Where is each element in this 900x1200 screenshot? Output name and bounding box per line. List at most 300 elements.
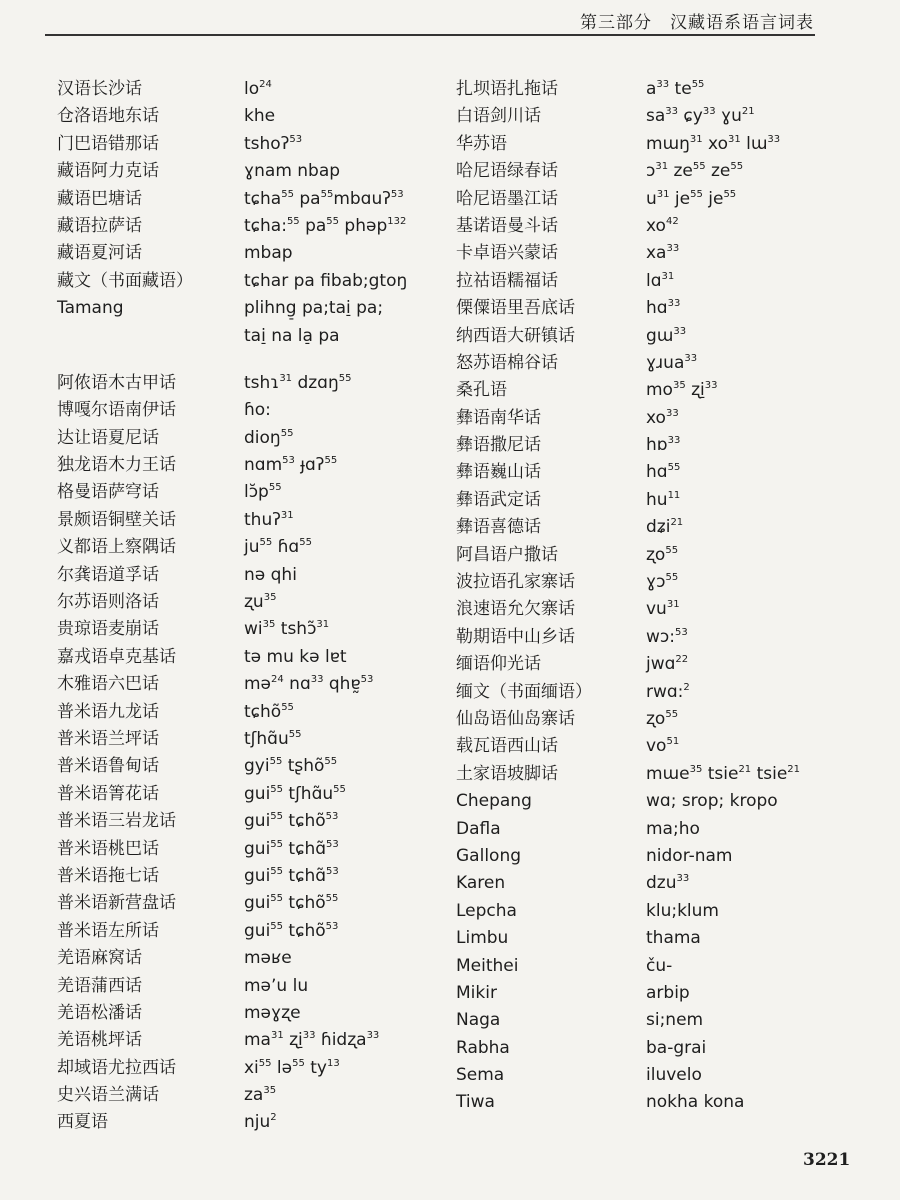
tone-mark: 55 [691, 79, 705, 90]
word-form [646, 763, 800, 785]
entry-row [456, 1091, 856, 1118]
form-segment: plihng̠ pa;tai̠ pa; [244, 298, 384, 319]
form-segment: gui [244, 893, 271, 914]
language-name: 白语剑川话 [456, 106, 541, 127]
word-form [646, 407, 679, 429]
form-segment: tɕhõ [283, 893, 326, 914]
tone-mark: 31 [280, 509, 294, 521]
language-name: 尔苏语则洛话 [57, 592, 159, 613]
tone-mark: 53 [326, 838, 339, 850]
word-form [244, 892, 338, 914]
word-form [646, 626, 688, 648]
word-form [646, 105, 755, 127]
tone-mark: 53 [325, 811, 339, 823]
form-segment: klu;klum [646, 900, 719, 921]
tone-mark: 55 [270, 811, 284, 823]
tone-mark: 33 [665, 106, 679, 118]
word-form [646, 982, 690, 1004]
form-segment: nidor-nam [646, 845, 733, 866]
form-segment: ze [668, 161, 693, 182]
word-form [244, 755, 337, 777]
tone-mark: 55 [281, 701, 294, 713]
language-name: 普米语兰坪话 [57, 728, 159, 749]
entry-row [456, 845, 856, 872]
form-segment: tʃhɑ̃u [244, 728, 289, 749]
language-name: Karen [456, 873, 506, 894]
language-name: 普米语箐花话 [57, 783, 159, 804]
form-segment: nju [244, 1112, 271, 1133]
entry-row [456, 872, 856, 899]
word-form [646, 927, 701, 949]
word-form [244, 1002, 301, 1024]
form-segment: mə [244, 674, 272, 695]
language-name: 阿昌语户撒话 [456, 544, 558, 565]
form-segment: ɣnam nbap [244, 161, 341, 182]
language-name: 彝语喜德话 [456, 517, 541, 538]
tone-mark: 55 [286, 215, 300, 227]
form-segment: ʐi̠ [685, 380, 705, 401]
tone-mark: 21 [787, 763, 801, 775]
language-name: 仓洛语地东话 [57, 106, 159, 127]
entry-row [57, 1084, 457, 1111]
language-name: 普米语九龙话 [57, 701, 159, 722]
form-segment: tɕhɑ̃ [283, 865, 327, 886]
form-segment: vo [646, 736, 667, 757]
right-column [456, 78, 856, 1119]
form-segment: mbap [244, 243, 293, 264]
entry-row [456, 544, 856, 571]
tone-mark: 31 [279, 372, 293, 384]
entry-row [456, 626, 856, 653]
word-form [244, 215, 406, 237]
form-segment: xo [646, 215, 666, 236]
language-name: 华苏语 [456, 133, 507, 154]
language-name: 浪速语允欠寨话 [456, 599, 575, 620]
language-name: 彝语南华话 [456, 407, 541, 428]
form-segment: ba-grai [646, 1037, 707, 1058]
word-form [646, 653, 688, 675]
entry-row [57, 105, 457, 132]
word-form [244, 810, 338, 832]
tone-mark: 24 [259, 79, 272, 90]
language-name: 勒期语中山乡话 [456, 626, 575, 647]
language-name: 汉语长沙话 [57, 79, 142, 99]
form-segment: nokha kona [646, 1092, 745, 1113]
form-segment: gui [244, 783, 271, 804]
language-name: 西夏语 [57, 1112, 108, 1133]
form-segment: sa [646, 106, 666, 127]
word-form [646, 845, 732, 867]
form-segment: ɕy [678, 106, 703, 127]
entry-row [57, 352, 457, 372]
word-form [646, 270, 674, 292]
entry-row [57, 564, 457, 591]
word-form [244, 160, 340, 182]
form-segment: məʼu lu [244, 975, 309, 996]
word-form [646, 955, 672, 977]
entry-row [57, 481, 457, 508]
form-segment: thama [646, 928, 701, 949]
word-form [244, 920, 338, 942]
word-form [244, 865, 339, 887]
form-segment: lɯ [740, 133, 768, 154]
form-segment: lɑ [646, 270, 662, 291]
word-form [244, 783, 346, 805]
tone-mark: 51 [666, 736, 680, 748]
word-form [646, 297, 680, 319]
entry-row [456, 270, 856, 297]
word-form [244, 838, 339, 860]
word-form [646, 379, 718, 401]
form-segment: dzu [646, 873, 677, 894]
language-name: 却域语尤拉西话 [57, 1057, 176, 1078]
entry-row [456, 352, 856, 379]
language-name: 藏语巴塘话 [57, 188, 142, 209]
tone-mark: 55 [326, 215, 340, 227]
tone-mark: 55 [259, 537, 273, 549]
language-name: 普米语左所话 [57, 920, 159, 941]
tone-mark: 55 [665, 544, 679, 556]
entry-row [57, 673, 457, 700]
tone-mark: 31 [727, 133, 741, 145]
form-segment: je [702, 188, 724, 209]
word-form [244, 728, 301, 750]
language-name: 义都语上察隅话 [57, 537, 176, 558]
word-form [244, 646, 347, 668]
entry-row [57, 810, 457, 837]
entry-row [456, 790, 856, 817]
tone-mark: 22 [675, 654, 689, 666]
running-head: 第三部分 汉藏语系语言词表 [580, 13, 814, 33]
entry-row [57, 1057, 457, 1084]
tone-mark: 55 [320, 188, 334, 200]
form-segment: tʃhɑ̃u [283, 783, 334, 804]
entry-row [57, 947, 457, 974]
form-segment: tshɿ [244, 372, 280, 393]
tone-mark: 55 [333, 783, 346, 795]
form-segment: khe [244, 106, 276, 127]
form-segment: ɣɔ [646, 572, 666, 593]
language-name: 羌语桃坪话 [57, 1030, 142, 1051]
form-segment: tsie [751, 763, 788, 784]
tone-mark: 35 [689, 763, 703, 775]
form-segment: gui [244, 865, 271, 886]
form-segment: tə mu kə lɐt [244, 646, 347, 667]
language-name: 羌语麻窝话 [57, 948, 142, 969]
entry-row [57, 133, 457, 160]
entry-row [456, 215, 856, 242]
word-form [244, 270, 407, 292]
word-form [244, 427, 293, 449]
form-segment: ʐo [646, 708, 666, 729]
form-segment: phəp [339, 215, 388, 236]
entry-row [456, 818, 856, 845]
entry-row [456, 133, 856, 160]
entry-row [456, 297, 856, 324]
entry-row [456, 242, 856, 269]
tone-mark: 55 [280, 427, 294, 439]
entry-row [456, 708, 856, 735]
form-segment: tɕhõ [283, 811, 326, 832]
language-name: 哈尼语墨江话 [456, 188, 558, 209]
form-segment: mɯŋ [646, 133, 690, 154]
language-name: 卡卓语兴蒙话 [456, 243, 558, 264]
form-segment: ʐu [244, 592, 264, 613]
word-form [244, 1029, 379, 1051]
tone-mark: 55 [288, 728, 302, 740]
form-segment: arbip [646, 982, 690, 1003]
word-form [646, 160, 743, 182]
form-segment: wi [244, 619, 263, 640]
entry-row [456, 598, 856, 625]
word-form [244, 975, 308, 997]
entry-row [57, 78, 457, 105]
form-segment: za [244, 1085, 264, 1106]
entry-row [57, 892, 457, 919]
tone-mark: 33 [684, 352, 698, 364]
form-segment: u [646, 188, 657, 209]
entry-row [57, 215, 457, 242]
tone-mark: 33 [702, 106, 716, 118]
entry-row [456, 927, 856, 954]
form-segment: tʂhõ [282, 756, 325, 777]
entry-row [57, 399, 457, 426]
form-segment: thuʔ [244, 509, 281, 530]
language-name: 哈尼语绿春话 [456, 161, 558, 182]
language-name: 波拉语孔家寨话 [456, 572, 575, 593]
word-form [646, 1009, 703, 1031]
form-segment: məʁe [244, 948, 292, 969]
language-name: 史兴语兰满话 [57, 1085, 159, 1106]
form-segment: lə [271, 1057, 293, 1078]
tone-mark: 33 [676, 873, 690, 885]
entry-row [456, 1037, 856, 1064]
word-form [646, 516, 683, 538]
tone-mark: 55 [270, 893, 284, 905]
form-segment: ma;ho [646, 818, 700, 839]
tone-mark: 2 [270, 1112, 277, 1124]
tone-mark: 55 [292, 1057, 305, 1069]
language-name: 达让语夏尼话 [57, 427, 159, 448]
form-segment: pa [299, 215, 327, 236]
language-name: Rabha [456, 1037, 510, 1058]
tone-mark: 53 [282, 455, 295, 467]
form-segment: xo [702, 133, 728, 154]
entry-row [456, 461, 856, 488]
word-form [244, 242, 293, 264]
form-segment: hɑ [646, 462, 668, 483]
form-segment: jwɑ [646, 654, 676, 675]
form-segment: vu [646, 599, 667, 620]
entry-row [456, 735, 856, 762]
language-name: Lepcha [456, 900, 517, 921]
entry-row [456, 653, 856, 680]
form-segment: ɟɑʔ [294, 455, 325, 476]
tone-mark: 33 [767, 133, 781, 145]
tone-mark: 11 [667, 489, 681, 501]
entry-row [57, 1111, 457, 1138]
tone-mark: 13 [327, 1057, 340, 1069]
tone-mark: 55 [692, 161, 706, 173]
tone-mark: 55 [324, 455, 338, 467]
tone-mark: 33 [665, 407, 679, 419]
language-name: 拉祜语糯福话 [456, 270, 558, 291]
entry-row [57, 975, 457, 1002]
language-name: 普米语拖七话 [57, 865, 159, 886]
entry-row [57, 325, 457, 352]
language-name: Naga [456, 1010, 501, 1031]
word-form [244, 1111, 277, 1133]
form-segment: ʐo [646, 544, 666, 565]
tone-mark: 31 [661, 270, 675, 282]
form-segment: lo [244, 79, 260, 99]
entry-row [57, 270, 457, 297]
word-form [244, 701, 294, 723]
tone-mark: 24 [271, 674, 284, 686]
tone-mark: 31 [270, 1030, 284, 1042]
language-name: Tamang [57, 298, 124, 319]
tone-mark: 55 [269, 756, 283, 768]
form-segment: ze [705, 161, 731, 182]
tone-mark: 33 [704, 380, 718, 392]
tone-mark: 53 [390, 188, 404, 200]
entry-row [456, 489, 856, 516]
word-form [646, 544, 678, 566]
language-name: 木雅语六巴话 [57, 674, 159, 695]
form-segment: hu [646, 489, 668, 510]
language-name: 门巴语错那话 [57, 133, 159, 154]
form-segment: mbɑuʔ [333, 188, 391, 209]
tone-mark: 55 [258, 1057, 272, 1069]
word-form [244, 481, 282, 503]
language-name: 藏文（书面藏语） [57, 270, 193, 291]
entry-row [456, 1064, 856, 1091]
entry-row [57, 591, 457, 618]
language-name: 缅文（书面缅语） [456, 681, 592, 702]
entry-row [456, 188, 856, 215]
tone-mark: 55 [730, 161, 744, 173]
form-segment: tɕhɑ̃ [283, 838, 327, 859]
tone-mark: 132 [387, 215, 407, 227]
form-segment: tai̠ na la̠ pa [244, 325, 340, 346]
form-segment: lɔ̆p [244, 482, 269, 503]
form-segment: ču- [646, 955, 673, 976]
word-form [646, 188, 736, 210]
word-form [244, 618, 329, 640]
word-form [244, 509, 294, 531]
language-name: 藏语拉萨话 [57, 215, 142, 236]
word-form [244, 78, 272, 100]
language-name: Gallong [456, 845, 522, 866]
language-name: 独龙语木力王话 [57, 455, 176, 476]
entry-row [456, 78, 856, 105]
language-name: 土家语坡脚话 [456, 763, 558, 784]
tone-mark: 55 [270, 865, 284, 877]
language-name: 嘉戎语卓克基话 [57, 646, 176, 667]
form-segment: mo [646, 380, 673, 401]
word-form [646, 681, 690, 703]
word-form [646, 872, 689, 894]
form-segment: pa [293, 188, 321, 209]
language-name: 藏语阿力克话 [57, 161, 159, 182]
form-segment: xi [244, 1057, 259, 1078]
word-form [646, 1064, 702, 1086]
word-form [646, 900, 719, 922]
entry-row [456, 571, 856, 598]
language-name: 羌语松潘话 [57, 1002, 142, 1023]
tone-mark: 55 [325, 893, 339, 905]
form-segment: ɦɑ [272, 537, 300, 558]
form-segment: ɦidʐa [315, 1030, 367, 1051]
form-segment: ju [244, 537, 260, 558]
word-form [646, 78, 704, 100]
tone-mark: 55 [270, 783, 284, 795]
tone-mark: 21 [738, 763, 752, 775]
entry-row [456, 955, 856, 982]
entry-row [57, 865, 457, 892]
tone-mark: 33 [667, 435, 681, 447]
form-segment: iluvelo [646, 1065, 702, 1086]
entry-row [57, 646, 457, 673]
form-segment: si;nem [646, 1010, 704, 1031]
entry-row [456, 434, 856, 461]
word-form [244, 591, 276, 613]
tone-mark: 35 [263, 592, 277, 604]
language-name: 格曼语萨穹话 [57, 482, 159, 503]
entry-row [57, 755, 457, 782]
word-form [646, 133, 780, 155]
form-segment: ɦo: [244, 400, 271, 421]
form-segment: tshɔ̃ [275, 619, 317, 640]
entry-row [57, 454, 457, 481]
language-name: 纳西语大研镇话 [456, 325, 575, 346]
word-form [646, 1037, 706, 1059]
tone-mark: 33 [656, 79, 670, 90]
tone-mark: 33 [310, 674, 324, 686]
word-form [244, 399, 271, 421]
form-segment: dʑi [646, 517, 671, 538]
tone-mark: 31 [666, 599, 680, 611]
word-form [244, 188, 404, 210]
word-form [646, 325, 686, 347]
tone-mark: 31 [316, 619, 330, 631]
form-segment: tshoʔ [244, 133, 290, 154]
language-name: Tiwa [456, 1092, 495, 1113]
entry-row [57, 160, 457, 187]
word-form [646, 735, 679, 757]
word-form [244, 325, 340, 347]
entry-row [456, 982, 856, 1009]
tone-mark: 33 [673, 325, 687, 337]
tone-mark: 55 [268, 482, 282, 494]
tone-mark: 55 [665, 572, 679, 584]
word-form [244, 947, 292, 969]
word-form [244, 673, 373, 695]
form-segment: tɕha [244, 188, 282, 209]
entry-row [57, 242, 457, 269]
tone-mark: 53 [326, 865, 339, 877]
tone-mark: 33 [666, 243, 680, 255]
page-number: 3221 [803, 1150, 851, 1170]
language-name: 贵琼语麦崩话 [57, 619, 159, 640]
word-form [646, 818, 700, 840]
language-name: 普米语鲁甸话 [57, 756, 159, 777]
word-form [244, 133, 302, 155]
form-segment: ɣu [715, 106, 742, 127]
word-form [244, 454, 337, 476]
entry-row [57, 427, 457, 454]
language-name: 普米语桃巴话 [57, 838, 159, 859]
